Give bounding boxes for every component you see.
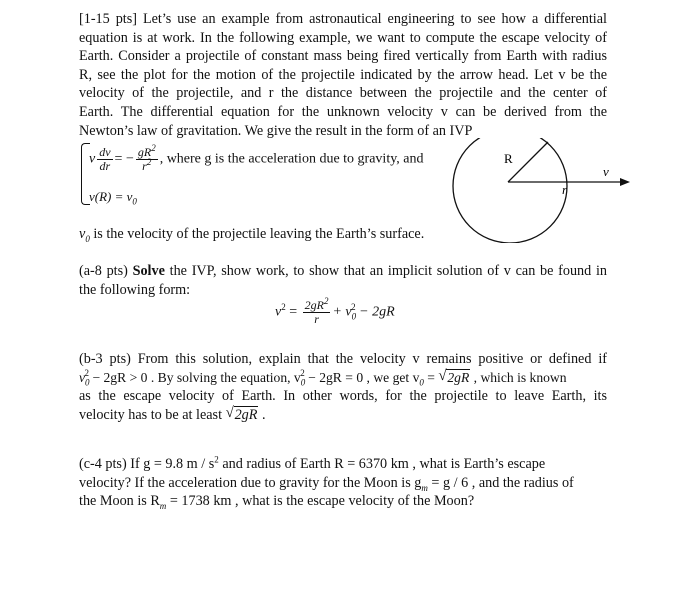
part-b-text-a: − 2gR > 0 . By solving the equation, v	[89, 369, 301, 385]
arrow-head-icon	[620, 178, 630, 186]
sqrt-content-min: 2gR	[234, 406, 258, 423]
part-c-line-3	[79, 492, 607, 511]
eq-tail-exp: 2	[351, 302, 356, 313]
eq-num	[303, 296, 331, 313]
part-c-l3a: the Moon is R	[79, 493, 160, 510]
radius-line	[508, 142, 548, 182]
intro-line: Earth. The differential equation for the unknown velocity v can be derived from the	[79, 103, 607, 120]
v0-sub: 0	[85, 233, 90, 244]
part-b-text-c: , which is known	[470, 369, 567, 385]
part-a-bold: Solve	[132, 263, 165, 279]
part-b-v0-sub-3: 0	[419, 377, 424, 388]
part-a-equation: $v^2$ = $\frac{2gR^2}{r}$ + $v_0^2 - 2gR$	[275, 296, 395, 326]
ivp-dv: dv	[99, 145, 111, 159]
part-c-l1b: and radius of Earth R = 6370 km , what is Earth’s escape	[218, 456, 546, 472]
part-c-l1-exp: 2	[214, 454, 219, 465]
ivp-equals: = −	[114, 151, 134, 167]
ivp-dvdr	[97, 146, 112, 173]
ivp-gR-exp: 2	[151, 143, 156, 153]
v0-text: is the velocity of the projectile leaving the Earth’s surface.	[89, 226, 425, 242]
part-b-line-3: as the escape velocity of Earth. In other words, for the projectile to leave Earth, its	[79, 388, 607, 405]
ivp-rhs	[136, 143, 158, 173]
label-R: R	[504, 151, 513, 166]
eq-frac	[303, 296, 331, 326]
ivp-r-exp: 2	[146, 157, 152, 167]
part-a-line-1	[79, 262, 607, 281]
part-c-l1a: (c-4 pts) If g = 9.8 m / s	[79, 456, 215, 472]
label-r: r	[562, 182, 568, 197]
part-b-text-b: − 2gR = 0 , we get v	[304, 369, 420, 385]
ivp-gR: gR	[137, 145, 152, 159]
intro-line: Earth. Consider a projectile of constant mass being fired vertically from Earth with radius	[79, 48, 607, 65]
intro-line: equation is at work. In the following example, we want to compute the escape velocity of	[79, 29, 607, 46]
eq-tail-1: + v	[332, 304, 352, 320]
sqrt-icon: √	[225, 404, 234, 421]
part-b-l4-end: .	[258, 406, 266, 423]
eq-tail-2: − 2gR	[355, 304, 395, 320]
part-b-v0-exp-2: 2	[300, 368, 305, 379]
part-b-line-4	[79, 406, 607, 425]
eq-tail-sub: 0	[351, 311, 357, 322]
part-b-equals: =	[423, 369, 439, 385]
sqrt-content: 2gR	[447, 369, 470, 385]
part-c-l2a: velocity? If the acceleration due to gravity for the Moon is g	[79, 474, 422, 491]
intro-line: R, see the plot for the motion of the projectile indicated by the arrow head. Let v be the	[79, 66, 607, 83]
part-a	[79, 262, 607, 299]
eq-den: r	[314, 312, 319, 326]
ivp-r: r	[142, 159, 147, 173]
ivp-equation	[89, 143, 424, 173]
part-b-v0: v	[79, 369, 86, 385]
part-a-rest1: the IVP, show work, to show that an implicit solution of v can be found in	[164, 263, 607, 279]
eq-2gR-exp: 2	[323, 296, 329, 306]
ivp-ic-sub: 0	[132, 196, 137, 207]
part-b-v0-sub-2: 0	[300, 377, 306, 388]
earth-projectile-diagram	[440, 138, 635, 243]
part-a-prefix: (a-8 pts)	[79, 263, 133, 279]
eq-2gR: 2gR	[304, 298, 324, 312]
ivp-initial-condition	[89, 189, 137, 205]
sqrt-icon: √	[438, 367, 447, 384]
label-v: v	[603, 164, 609, 179]
intro-paragraph	[79, 10, 607, 140]
part-c-l2-sub: m	[421, 482, 428, 493]
part-c-l3b: = 1738 km , what is the escape velocity of the Moon?	[166, 493, 475, 510]
part-c-line-2	[79, 474, 607, 493]
ivp-rhs-den	[140, 157, 153, 173]
part-c-line-1	[79, 455, 607, 474]
ivp-dr: dr	[99, 159, 111, 173]
part-b-l4-text: velocity has to be at least	[79, 406, 226, 423]
intro-line: [1-15 pts] Let’s use an example from astronautical engineering to see how a differential	[79, 11, 607, 27]
part-b-v0-sub: 0	[85, 377, 90, 388]
eq-v-exp: 2	[281, 302, 286, 313]
ivp-where-text: , where g is the acceleration due to gravity, and	[159, 151, 424, 167]
part-b-v0-exp: 2	[84, 368, 90, 379]
eq-v: v	[275, 304, 282, 320]
v0-description	[79, 226, 424, 243]
v0-symbol: v	[79, 226, 86, 242]
ivp-v: v	[89, 151, 96, 167]
part-c	[79, 455, 607, 511]
part-c-l3-sub: m	[159, 501, 167, 512]
sqrt-2gR-min	[226, 406, 259, 425]
part-b-line-2	[79, 369, 607, 388]
part-c-l2b: = g / 6 , and the radius of	[427, 474, 574, 491]
part-b	[79, 350, 607, 424]
part-a-line-2: the following form:	[79, 281, 191, 298]
intro-line: Newton’s law of gravitation. We give the result in the form of an IVP	[79, 122, 473, 139]
intro-line: velocity of the projectile, and r the distance between the projectile and the center of	[79, 85, 607, 102]
ivp-ic-text: v(R) = v	[89, 189, 133, 204]
sqrt-2gR	[438, 369, 470, 388]
part-b-line-1: (b-3 pts) From this solution, explain that the velocity v remains positive or defined if	[79, 351, 607, 367]
